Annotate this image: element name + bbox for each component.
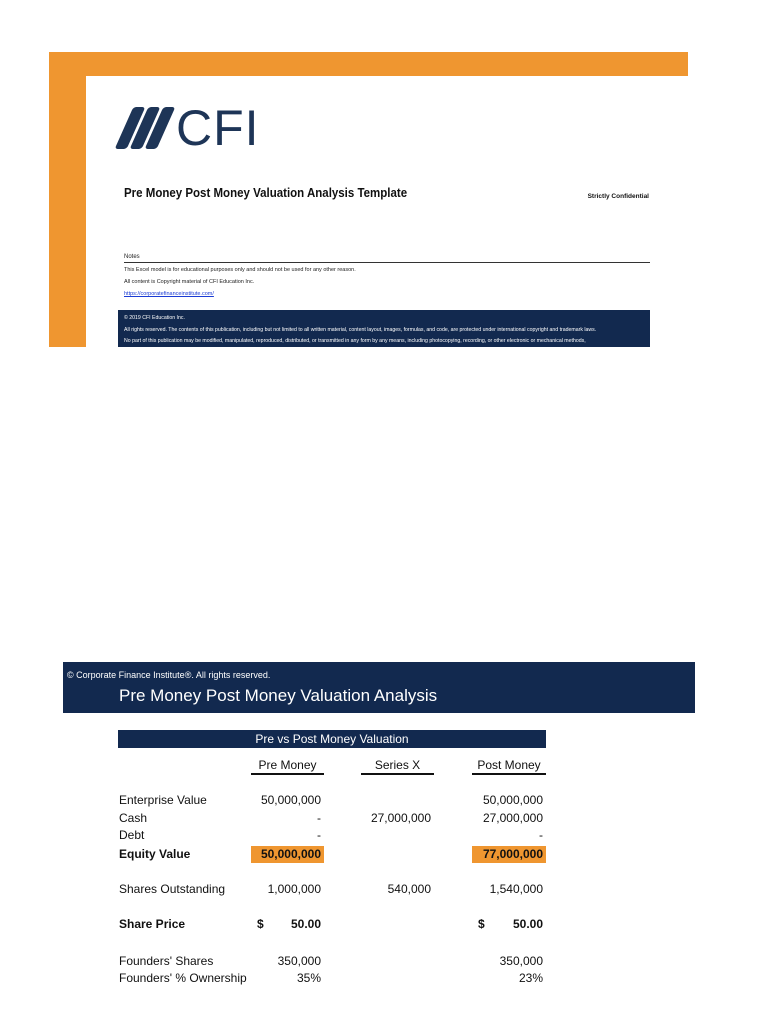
cell-post-money: 350,000 bbox=[499, 954, 543, 968]
cell-pre-money: 50,000,000 bbox=[260, 793, 321, 807]
row-label: Enterprise Value bbox=[119, 793, 207, 807]
analysis-header-band bbox=[63, 662, 695, 713]
table-row bbox=[0, 810, 768, 827]
cell-post-money: 77,000,000 bbox=[482, 847, 543, 861]
table-row bbox=[0, 881, 768, 898]
table-row-total bbox=[0, 846, 768, 863]
cell-pre-money: 350,000 bbox=[277, 954, 321, 968]
column-header-series-x: Series X bbox=[361, 758, 434, 775]
note-educational: This Excel model is for educational purposes only and should not be used for any other reason. bbox=[124, 267, 356, 273]
cell-pre-money: - bbox=[317, 828, 321, 842]
row-label: Share Price bbox=[119, 917, 186, 931]
cell-pre-money: 1,000,000 bbox=[267, 882, 321, 896]
legal-rights-line: All rights reserved. The contents of this publication, including but not limited to all written material, content layout, images, formulas, and code, are protected under international copyright and trademark laws. bbox=[124, 326, 597, 333]
row-label: Founders' Shares bbox=[119, 954, 214, 968]
document-title: Pre Money Post Money Valuation Analysis Template bbox=[124, 186, 408, 200]
row-label: Equity Value bbox=[119, 847, 191, 861]
analysis-copyright: © Corporate Finance Institute®. All rights reserved. bbox=[67, 670, 271, 680]
cell-post-money: - bbox=[539, 828, 543, 842]
row-label: Debt bbox=[119, 828, 145, 842]
cell-pre-money: 50.00 bbox=[290, 917, 321, 931]
table-row bbox=[0, 970, 768, 987]
cell-post-money: 50,000,000 bbox=[482, 793, 543, 807]
analysis-title: Pre Money Post Money Valuation Analysis bbox=[119, 686, 438, 705]
cfi-logo bbox=[124, 100, 260, 156]
currency-symbol: $ bbox=[257, 917, 264, 931]
row-label: Shares Outstanding bbox=[119, 882, 226, 896]
notes-divider bbox=[124, 262, 650, 263]
notes-label: Notes bbox=[124, 254, 140, 260]
table-row bbox=[0, 916, 768, 933]
cfi-website-link[interactable]: https://corporatefinanceinstitute.com/ bbox=[124, 291, 214, 297]
cell-post-money: 27,000,000 bbox=[482, 811, 543, 825]
cell-post-money: 1,540,000 bbox=[489, 882, 543, 896]
cell-post-money: 50.00 bbox=[512, 917, 543, 931]
cfi-logo-text: CFI bbox=[176, 100, 260, 156]
cover-orange-side-bar bbox=[49, 52, 86, 347]
cell-pre-money: - bbox=[317, 811, 321, 825]
note-copyright: All content is Copyright material of CFI Education Inc. bbox=[124, 279, 255, 285]
cell-pre-money: 35% bbox=[296, 971, 321, 985]
cover-orange-top-bar bbox=[49, 52, 688, 76]
legal-reproduction-line: No part of this publication may be modified, manipulated, reproduced, distributed, or transmitted in any form by any means, including photocopying, recording, or other electronic or mechanical methods, bbox=[124, 338, 586, 344]
cell-series-x: 540,000 bbox=[387, 882, 431, 896]
row-label: Cash bbox=[119, 811, 148, 825]
legal-copyright-line: © 2019 CFI Education Inc. bbox=[124, 315, 185, 321]
currency-symbol: $ bbox=[478, 917, 485, 931]
table-row bbox=[0, 827, 768, 844]
cell-pre-money: 50,000,000 bbox=[260, 847, 321, 861]
legal-notice-box bbox=[118, 310, 650, 347]
table-row bbox=[0, 953, 768, 970]
cell-series-x: 27,000,000 bbox=[370, 811, 431, 825]
table-title: Pre vs Post Money Valuation bbox=[118, 730, 546, 748]
row-label: Founders' % Ownership bbox=[119, 971, 247, 985]
cfi-logo-bars-icon bbox=[124, 107, 166, 149]
column-header-post-money: Post Money bbox=[472, 758, 546, 775]
table-row bbox=[0, 792, 768, 809]
column-header-pre-money: Pre Money bbox=[251, 758, 324, 775]
cell-post-money: 23% bbox=[518, 971, 543, 985]
confidential-label: Strictly Confidential bbox=[587, 193, 649, 200]
